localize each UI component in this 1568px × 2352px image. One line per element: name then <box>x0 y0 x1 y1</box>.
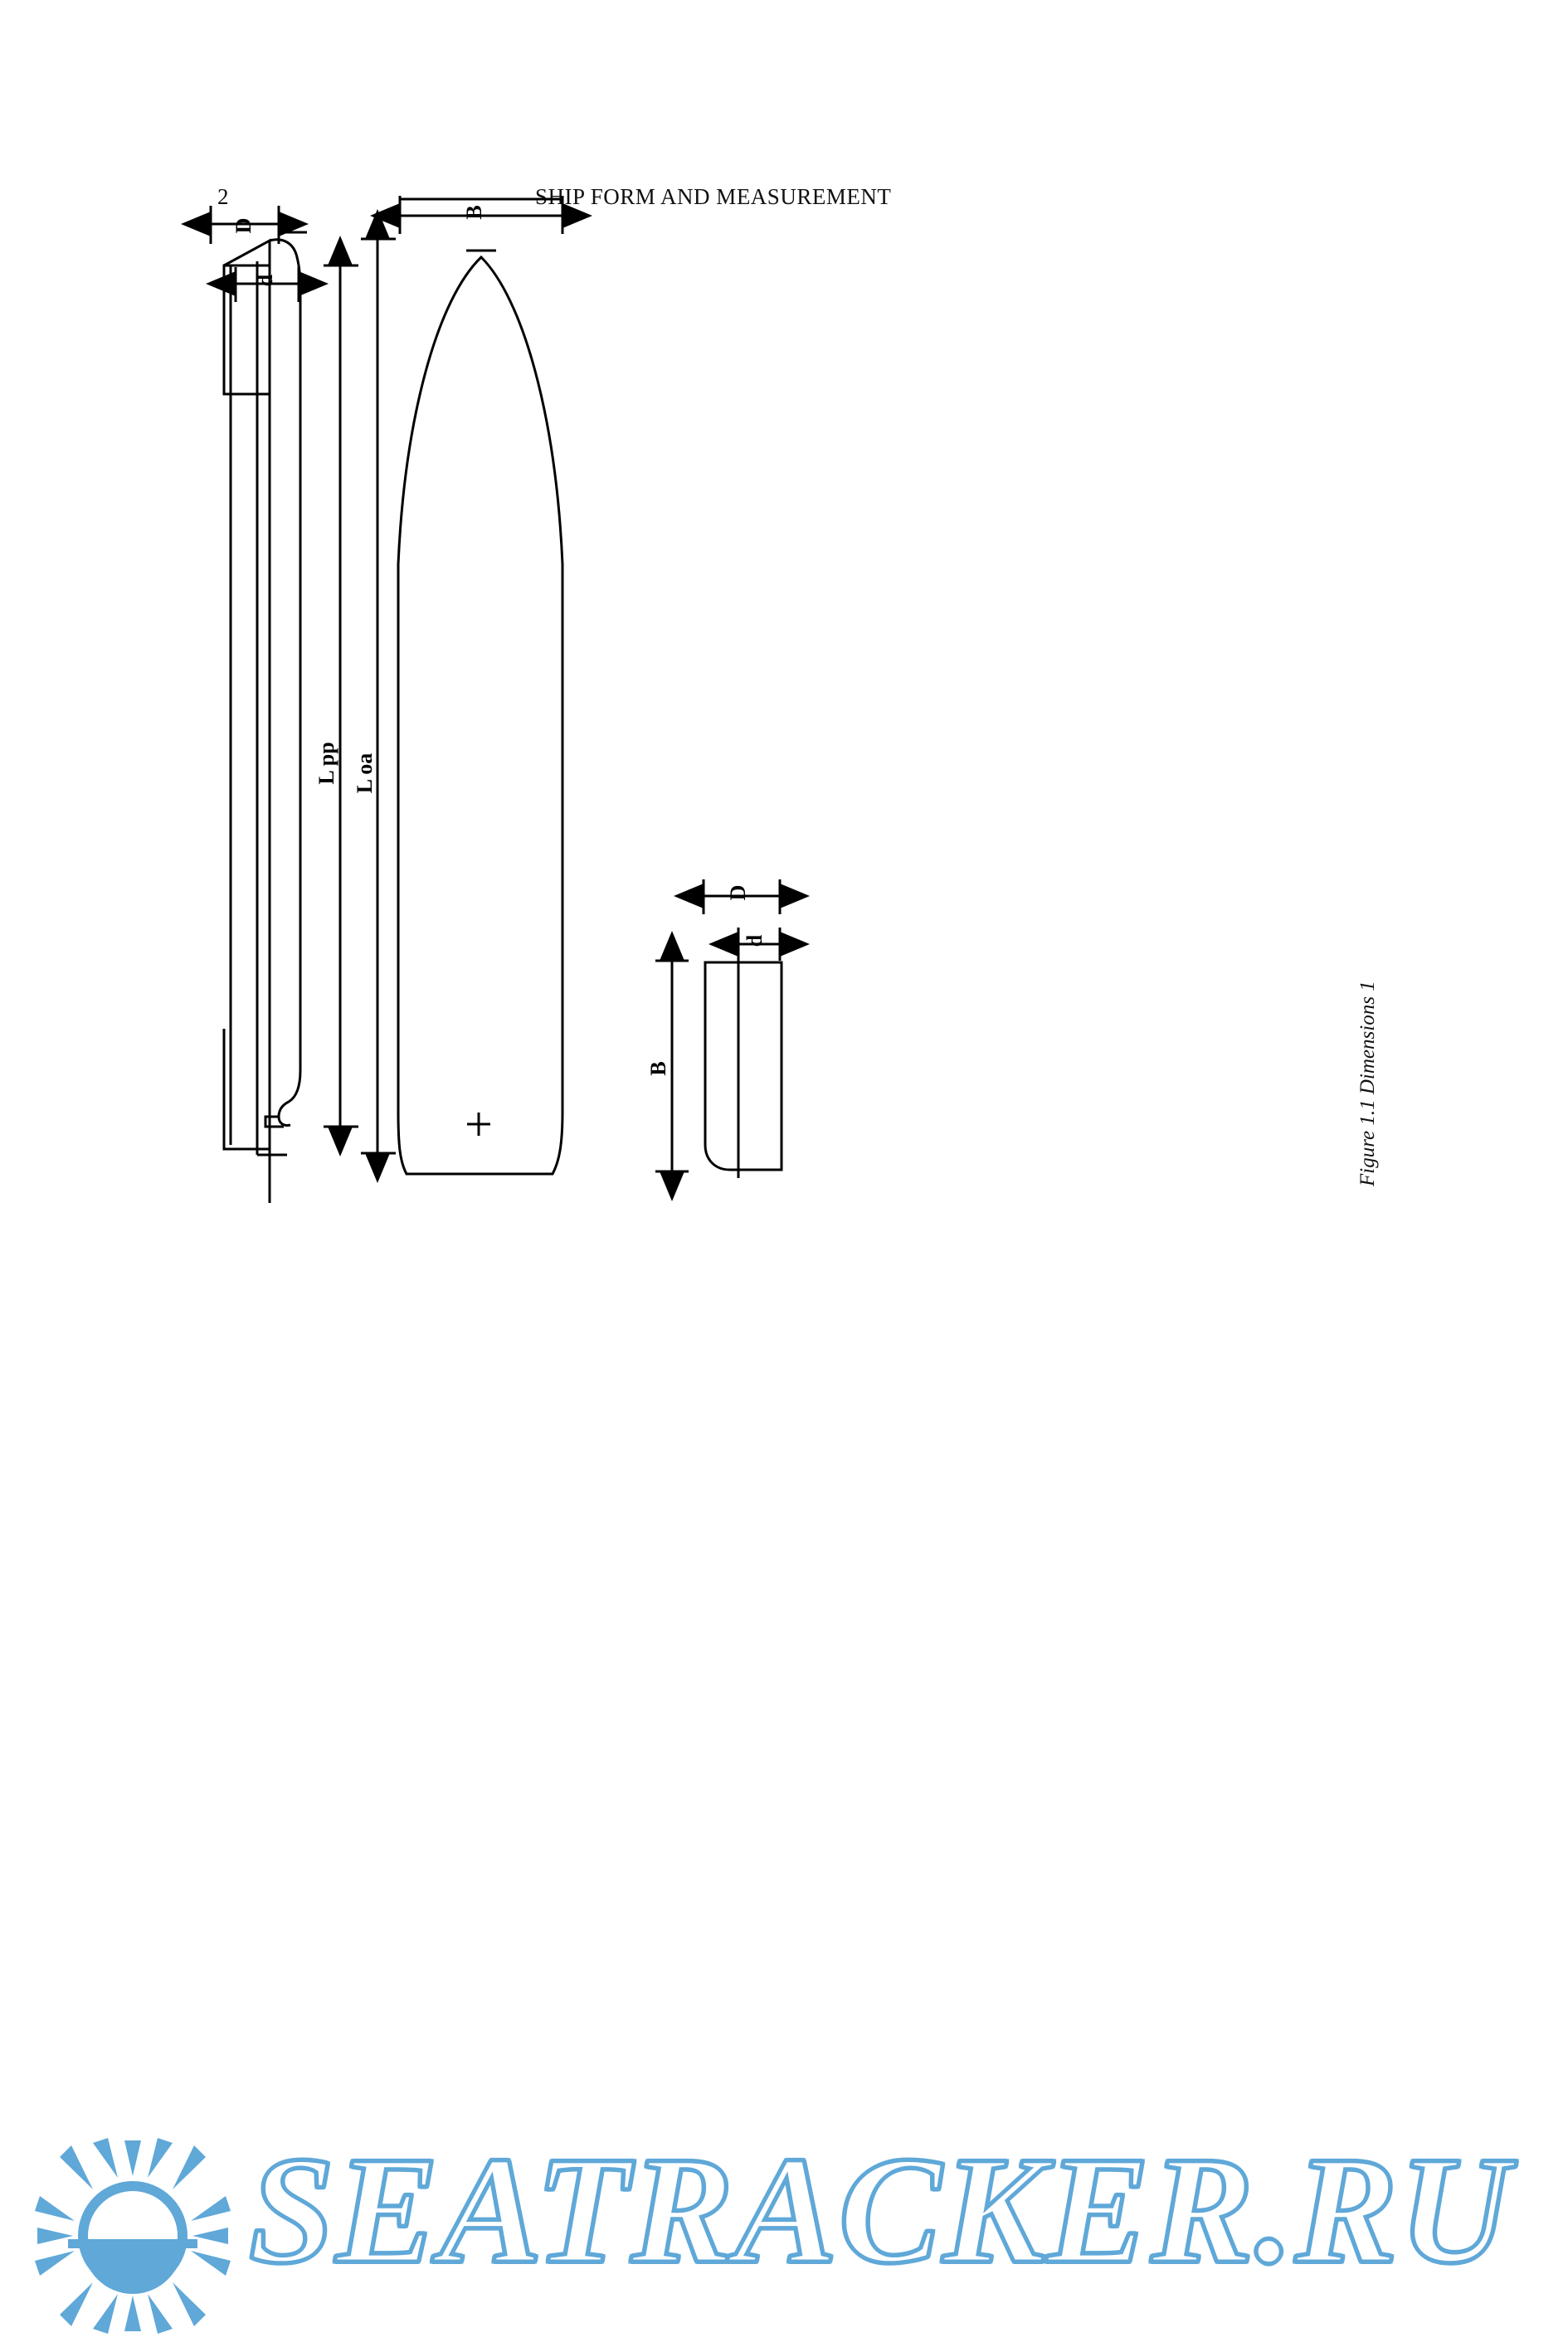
plan-hull-outline <box>398 251 562 1174</box>
profile-hull-outline <box>224 232 307 1203</box>
label-B-plan: B <box>462 205 486 220</box>
page-number: 2 <box>217 184 229 209</box>
dimension-Loa <box>361 239 396 1153</box>
label-Lpp: L pp <box>314 742 338 785</box>
running-head: SHIP FORM AND MEASUREMENT <box>535 184 892 209</box>
ship-dimensions-diagram <box>207 205 1369 2041</box>
label-d-section: d <box>743 934 767 947</box>
midship-section-outline <box>705 954 782 1178</box>
figure-1-1 <box>207 205 1379 2041</box>
label-B-section: B <box>646 1061 670 1076</box>
label-d-profile: d <box>253 274 277 287</box>
sun-icon <box>8 2140 257 2331</box>
label-Loa: L oa <box>353 752 377 794</box>
figure-caption: Figure 1.1 Dimensions 1 <box>1356 981 1379 1186</box>
label-D-section: D <box>726 884 750 901</box>
watermark <box>0 2107 1568 2352</box>
watermark-text: SEATRACKER.RU <box>249 2126 1512 2296</box>
label-D-profile: D <box>231 217 256 234</box>
midship-marker <box>467 1113 490 1136</box>
dimension-Lpp <box>324 265 358 1127</box>
